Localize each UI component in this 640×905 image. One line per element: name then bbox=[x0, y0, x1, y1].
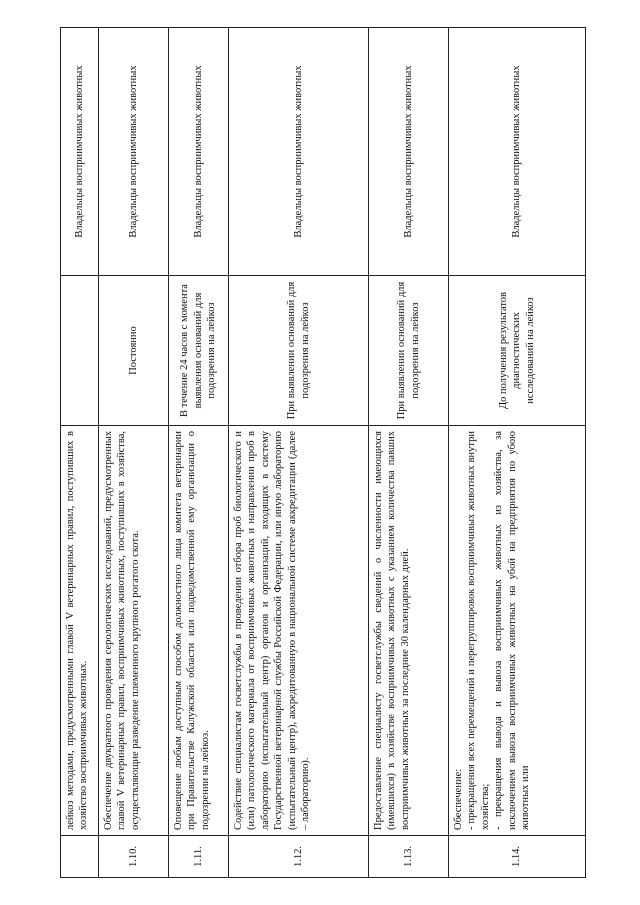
deadline-cell: Постоянно bbox=[99, 276, 169, 426]
table-row bbox=[99, 28, 169, 878]
deadline-cell: В течение 24 часов с момента выявления оснований для подозрения на лейкоз bbox=[169, 276, 229, 426]
action-text: Обеспечение двукратного проведения серологических исследований, предусмотренных главой V ветеринарных правил, восприимчивых животных, поступивших в хозяйства, осуществляющие разведение племенного крупного рогатого скота. bbox=[103, 431, 141, 830]
row-number: 1.13. bbox=[369, 836, 449, 878]
action-cell bbox=[449, 426, 586, 836]
action-text: Предоставление специалисту госветслужбы сведений о численности имеющихся (имевшихся) в хозяйстве восприимчивых животных с указанием количества павших восприимчивых животных за последние 30 календарных дней. bbox=[373, 431, 411, 830]
measures-table bbox=[60, 27, 586, 878]
action-text: - прекращения всех перемещений и перегруппировок восприимчивых животных внутри хозяйства; bbox=[466, 431, 491, 830]
row-number bbox=[61, 836, 99, 878]
deadline-cell: При выявлении оснований для подозрения на лейкоз bbox=[369, 276, 449, 426]
responsible-cell: Владельцы восприимчивых животных bbox=[369, 28, 449, 276]
action-cell bbox=[61, 426, 99, 836]
responsible-cell: Владельцы восприимчивых животных bbox=[99, 28, 169, 276]
table-row bbox=[169, 28, 229, 878]
table-row bbox=[229, 28, 369, 878]
action-cell bbox=[99, 426, 169, 836]
action-text: Содействие специалистам госветслужбы в проведении отбора проб биологического и (или) патологического материала от восприимчивых животных и направлении проб в лабораторию (испытательный центр) органов и организаций, входящих в систему Государственной ветеринарной службы Российской Федерации, или иную лабораторию (испытательный центр), аккредитованную в национальной системе аккредитации (далее – лабораторию). bbox=[233, 431, 312, 830]
responsible-cell: Владельцы восприимчивых животных bbox=[61, 28, 99, 276]
table-row bbox=[449, 28, 586, 878]
row-number: 1.14. bbox=[449, 836, 586, 878]
action-text: - прекращения вывода и вывоза восприимчивых животных из хозяйства, за исключением вывоза восприимчивых животных на убой на предприятия по убою животных или bbox=[493, 431, 532, 830]
action-text: Оповещение любым доступным способом должностного лица комитета ветеринарии при Правительстве Калужской области или подведомственной ему организации о подозрении на лейкоз. bbox=[173, 431, 211, 830]
row-number: 1.10. bbox=[99, 836, 169, 878]
rotated-table-container bbox=[60, 28, 585, 878]
action-cell bbox=[169, 426, 229, 836]
action-cell bbox=[369, 426, 449, 836]
table-row bbox=[369, 28, 449, 878]
action-text: Обеспечение: bbox=[453, 768, 464, 830]
responsible-cell: Владельцы восприимчивых животных bbox=[229, 28, 369, 276]
row-number: 1.12. bbox=[229, 836, 369, 878]
action-cell bbox=[229, 426, 369, 836]
table-row bbox=[61, 28, 99, 878]
responsible-cell: Владельцы восприимчивых животных bbox=[169, 28, 229, 276]
responsible-cell: Владельцы восприимчивых животных bbox=[449, 28, 586, 276]
action-text: лейкоз методами, предусмотренными главой V ветеринарных правил, поступивших в хозяйство восприимчивых животных. bbox=[65, 431, 90, 830]
deadline-cell: До получения результатов диагностических исследований на лейкоз bbox=[449, 276, 586, 426]
deadline-cell bbox=[61, 276, 99, 426]
deadline-cell: При выявлении оснований для подозрения на лейкоз bbox=[229, 276, 369, 426]
row-number: 1.11. bbox=[169, 836, 229, 878]
